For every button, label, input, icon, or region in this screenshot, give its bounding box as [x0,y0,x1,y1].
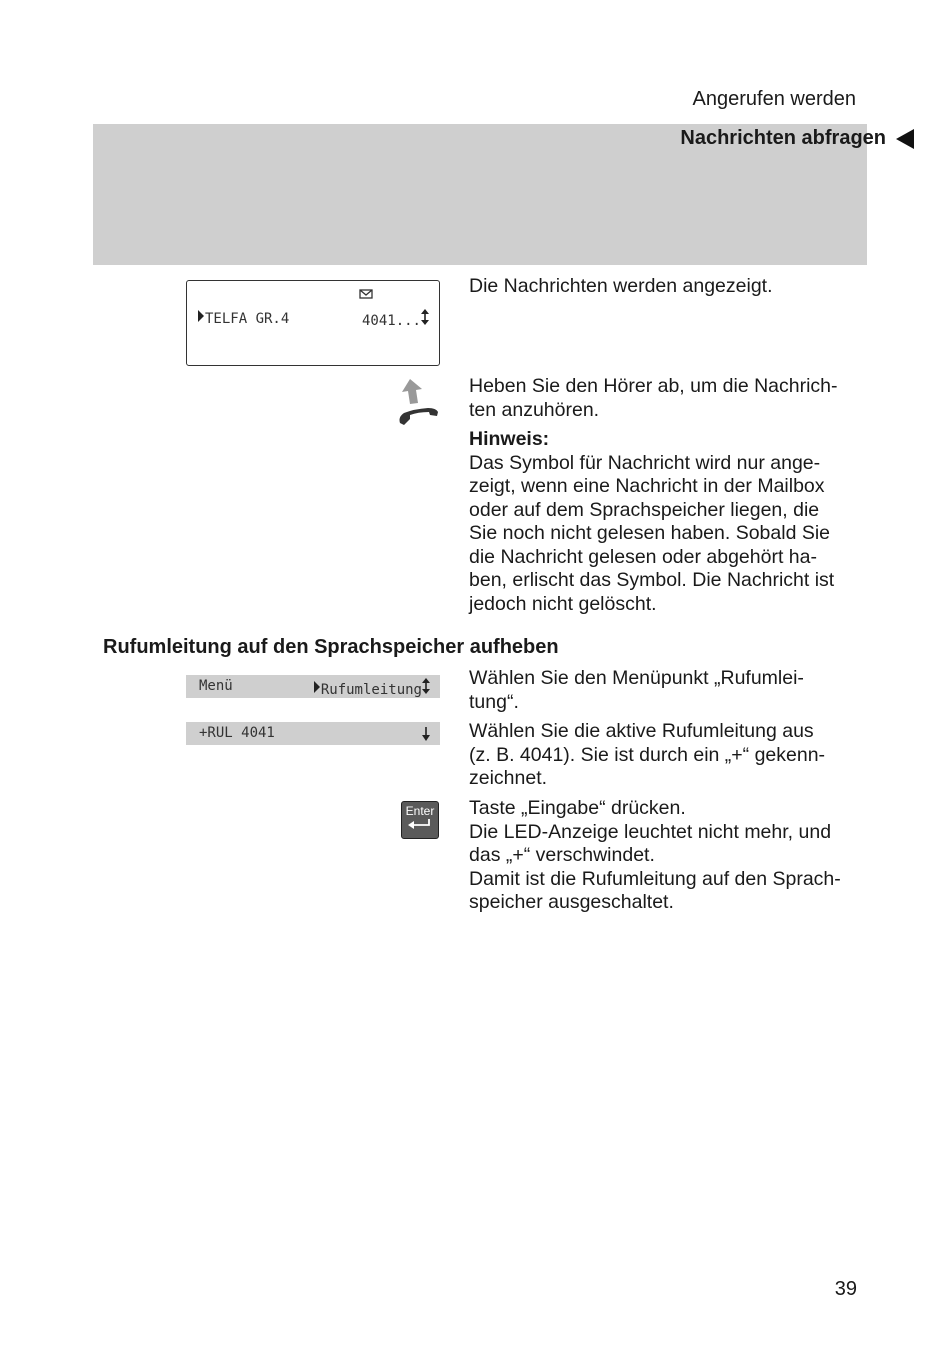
handset-line: Heben Sie den Hörer ab, um die Nachrich- [469,375,838,397]
select-step-line: Wählen Sie die aktive Rufumleitung aus [469,720,814,742]
select-display-left: +RUL 4041 [199,725,275,741]
note-line: oder auf dem Sprachspeicher liegen, die [469,498,820,521]
note-line: zeigt, wenn eine Nachricht in der Mailbox [469,475,825,497]
handset-step-text [469,375,864,422]
down-arrow-icon [422,725,430,741]
select-display-right [422,725,430,745]
enter-step-line: speicher ausgeschaltet. [469,891,674,913]
running-header: Angerufen werden [692,88,856,110]
up-down-arrow-icon [422,678,430,694]
menu-display-right-text: Rufumleitung [320,682,422,698]
note-line: ben, erlischt das Symbol. Die Nachricht ist [469,569,835,591]
enter-key-icon [401,801,439,839]
display-left-text: TELFA GR.4 [205,311,290,327]
enter-step-line: Die LED-Anzeige leuchtet nicht mehr, und [469,820,832,843]
phone-display [186,280,440,366]
left-triangle-icon [896,129,914,149]
envelope-icon [359,287,373,301]
display-left [197,309,289,329]
select-display-strip [186,722,440,745]
note-title: Hinweis: [469,428,550,450]
enter-key-label: Enter [405,804,435,818]
display-right [362,309,429,329]
select-step-line: zeichnet. [469,767,548,789]
menu-display-left: Menü [199,678,233,694]
note-block [469,428,864,616]
display-right-text: 4041... [361,313,421,329]
triangle-pointer-icon [197,309,205,323]
note-line: die Nachricht gelesen oder abgehört ha- [469,545,817,568]
enter-step-line: Taste „Eingabe“ drücken. [469,797,686,819]
note-line: Das Symbol für Nachricht wird nur ange- [469,451,821,474]
menu-step-text [469,667,864,714]
select-step-line: (z. B. 4041). Sie ist durch ein „+“ gekenn- [469,743,826,766]
enter-step-text [469,797,864,915]
triangle-pointer-icon [313,680,321,694]
return-arrow-icon [407,818,433,830]
enter-step-line: Damit ist die Rufumleitung auf den Sprach- [469,867,841,890]
subsection-title: Rufumleitung auf den Sprachspeicher aufheben [103,636,559,658]
note-line: Sie noch nicht gelesen haben. Sobald Sie [469,522,831,544]
enter-step-line: das „+“ verschwindet. [469,844,655,866]
section-title-text: Nachrichten abfragen [680,127,886,149]
select-step-text [469,720,864,791]
messages-shown-text: Die Nachrichten werden angezeigt. [469,275,773,297]
up-down-arrow-icon [421,309,429,325]
menu-step-line: tung“. [469,690,519,713]
handset-lift-icon [396,379,442,429]
section-title [680,127,914,150]
note-line: jedoch nicht gelöscht. [469,592,657,615]
menu-display-strip [186,675,440,698]
menu-step-line: Wählen Sie den Menüpunkt „Rufumlei- [469,667,804,689]
menu-display-right [313,678,430,698]
handset-line: ten anzuhören. [469,398,600,421]
display-row [197,309,429,329]
page-number: 39 [834,1278,857,1300]
